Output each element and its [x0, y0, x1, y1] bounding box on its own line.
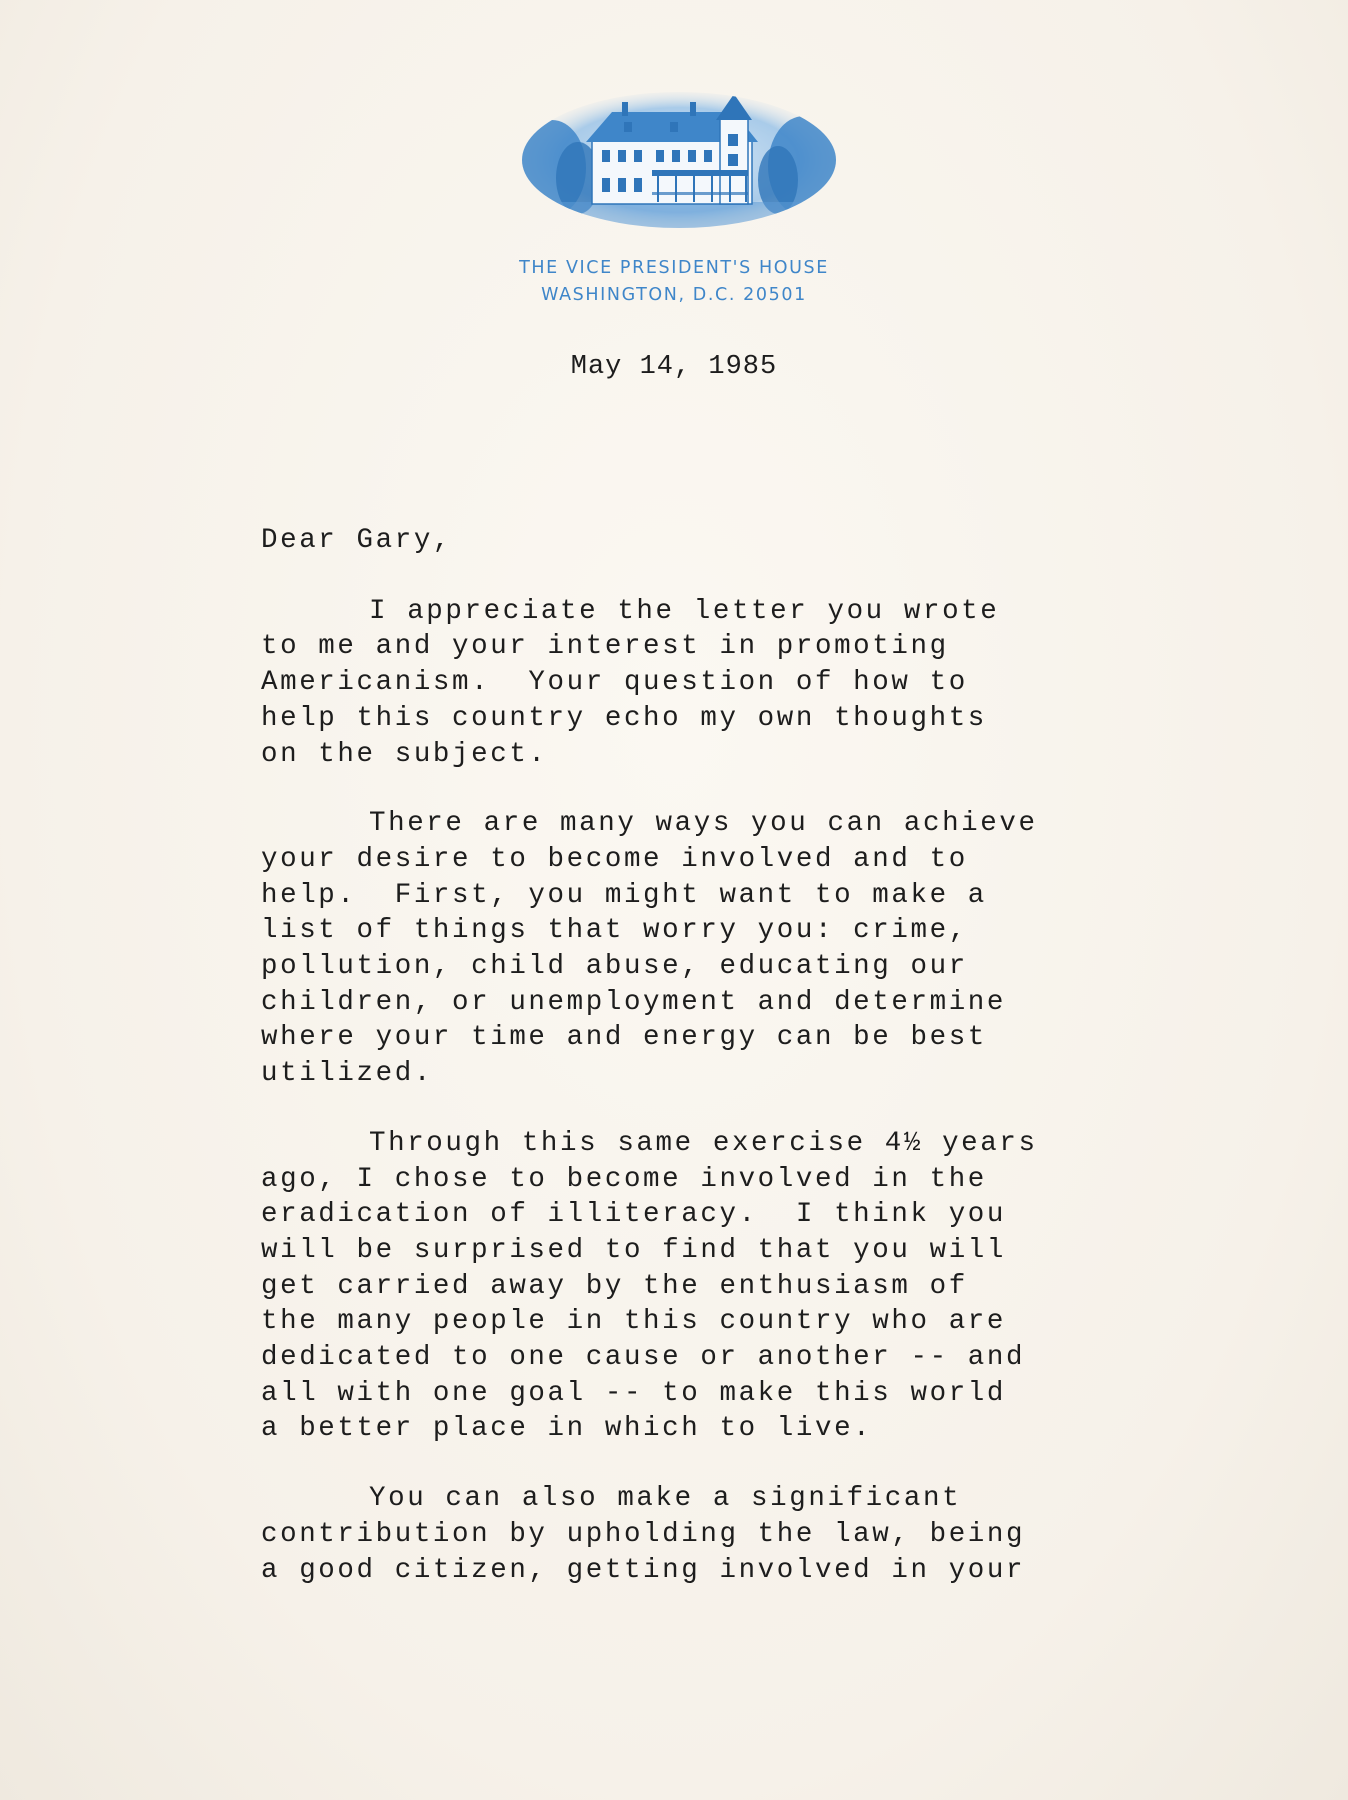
paragraph-line: your desire to become involved and to	[261, 843, 968, 875]
letter-body	[261, 523, 1121, 1622]
paragraph-line: I appreciate the letter you wrote	[369, 595, 1000, 627]
paragraph-line: contribution by upholding the law, being	[261, 1518, 1026, 1550]
paragraph-line: ago, I chose to become involved in the	[261, 1163, 987, 1195]
vice-president-house-vignette	[520, 90, 838, 230]
paragraph	[261, 1126, 1121, 1447]
paragraph-line: There are many ways you can achieve	[369, 808, 1038, 840]
paragraph-line: a good citizen, getting involved in your	[261, 1554, 1026, 1586]
paragraph-line: help. First, you might want to make a	[261, 879, 987, 911]
paragraph-line: Americanism. Your question of how to	[261, 667, 968, 699]
paragraph-line: to me and your interest in promoting	[261, 631, 949, 663]
paragraph-line: a better place in which to live.	[261, 1413, 873, 1445]
paragraph-line: dedicated to one cause or another -- and	[261, 1342, 1026, 1374]
letter-date: May 14, 1985	[570, 352, 778, 382]
paragraph-line: get carried away by the enthusiasm of	[261, 1270, 968, 1302]
salutation: Dear Gary,	[261, 525, 453, 556]
paragraph-line: children, or unemployment and determine	[261, 986, 1007, 1018]
paragraph-line: Through this same exercise 4½ years	[369, 1127, 1038, 1159]
paragraph-line: will be surprised to find that you will	[261, 1234, 1007, 1266]
paragraph-line: utilized.	[261, 1058, 433, 1090]
paragraph	[261, 806, 1121, 1092]
paragraph	[261, 1481, 1121, 1588]
paragraph	[261, 594, 1121, 773]
letterhead-title: THE VICE PRESIDENT'S HOUSE	[519, 258, 829, 278]
paragraph-line: pollution, child abuse, educating our	[261, 951, 968, 983]
paragraph-line: on the subject.	[261, 738, 548, 770]
paragraph-line: You can also make a significant	[369, 1483, 962, 1515]
letterhead-address: WASHINGTON, D.C. 20501	[541, 285, 807, 305]
paragraphs	[261, 594, 1121, 1589]
paragraph-line: help this country echo my own thoughts	[261, 702, 987, 734]
paragraph-line: the many people in this country who are	[261, 1306, 1007, 1338]
paragraph-line: all with one goal -- to make this world	[261, 1377, 1007, 1409]
paragraph-line: where your time and energy can be best	[261, 1022, 987, 1054]
paragraph-line: list of things that worry you: crime,	[261, 915, 968, 947]
paragraph-line: eradication of illiteracy. I think you	[261, 1199, 1007, 1231]
